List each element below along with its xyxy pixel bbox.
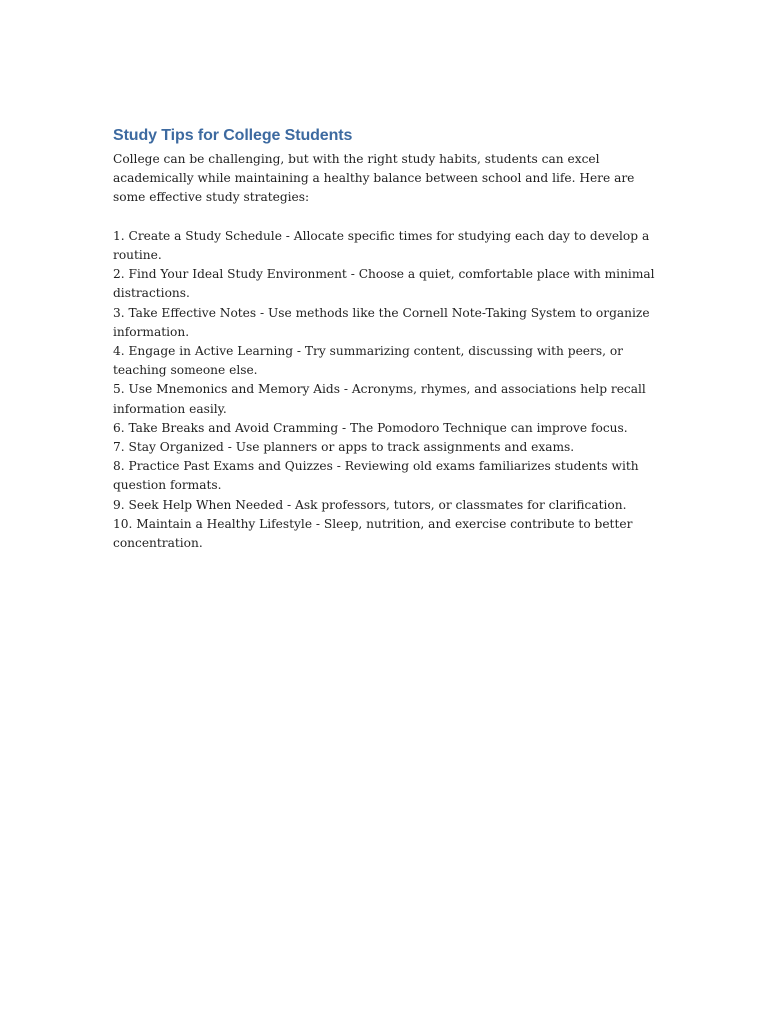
list-item: 7. Stay Organized - Use planners or apps to track assignments and exams. <box>113 440 575 455</box>
list-item: 9. Seek Help When Needed - Ask professors, tutors, or classmates for clarification. <box>113 497 627 512</box>
list-item: 3. Take Effective Notes - Use methods like the Cornell Note-Taking System to organize information. <box>113 305 650 339</box>
list-item: 2. Find Your Ideal Study Environment - Choose a quiet, comfortable place with minimal distractions. <box>113 267 655 301</box>
list-item: 8. Practice Past Exams and Quizzes - Reviewing old exams familiarizes students with question formats. <box>113 459 639 493</box>
study-tips-list <box>113 227 658 553</box>
list-item: 6. Take Breaks and Avoid Cramming - The Pomodoro Technique can improve focus. <box>113 420 628 435</box>
document-body <box>113 125 658 553</box>
intro-paragraph: College can be challenging, but with the right study habits, students can excel academically while maintaining a healthy balance between school and life. Here are some effective study strategies: <box>113 152 635 205</box>
document-title: Study Tips for College Students <box>113 127 353 144</box>
list-item: 4. Engage in Active Learning - Try summarizing content, discussing with peers, or teaching someone else. <box>113 344 623 378</box>
list-item: 10. Maintain a Healthy Lifestyle - Sleep, nutrition, and exercise contribute to better concentration. <box>113 516 633 551</box>
list-item: 5. Use Mnemonics and Memory Aids - Acronyms, rhymes, and associations help recall information easily. <box>113 382 646 416</box>
list-item: 1. Create a Study Schedule - Allocate specific times for studying each day to develop a routine. <box>113 228 650 262</box>
